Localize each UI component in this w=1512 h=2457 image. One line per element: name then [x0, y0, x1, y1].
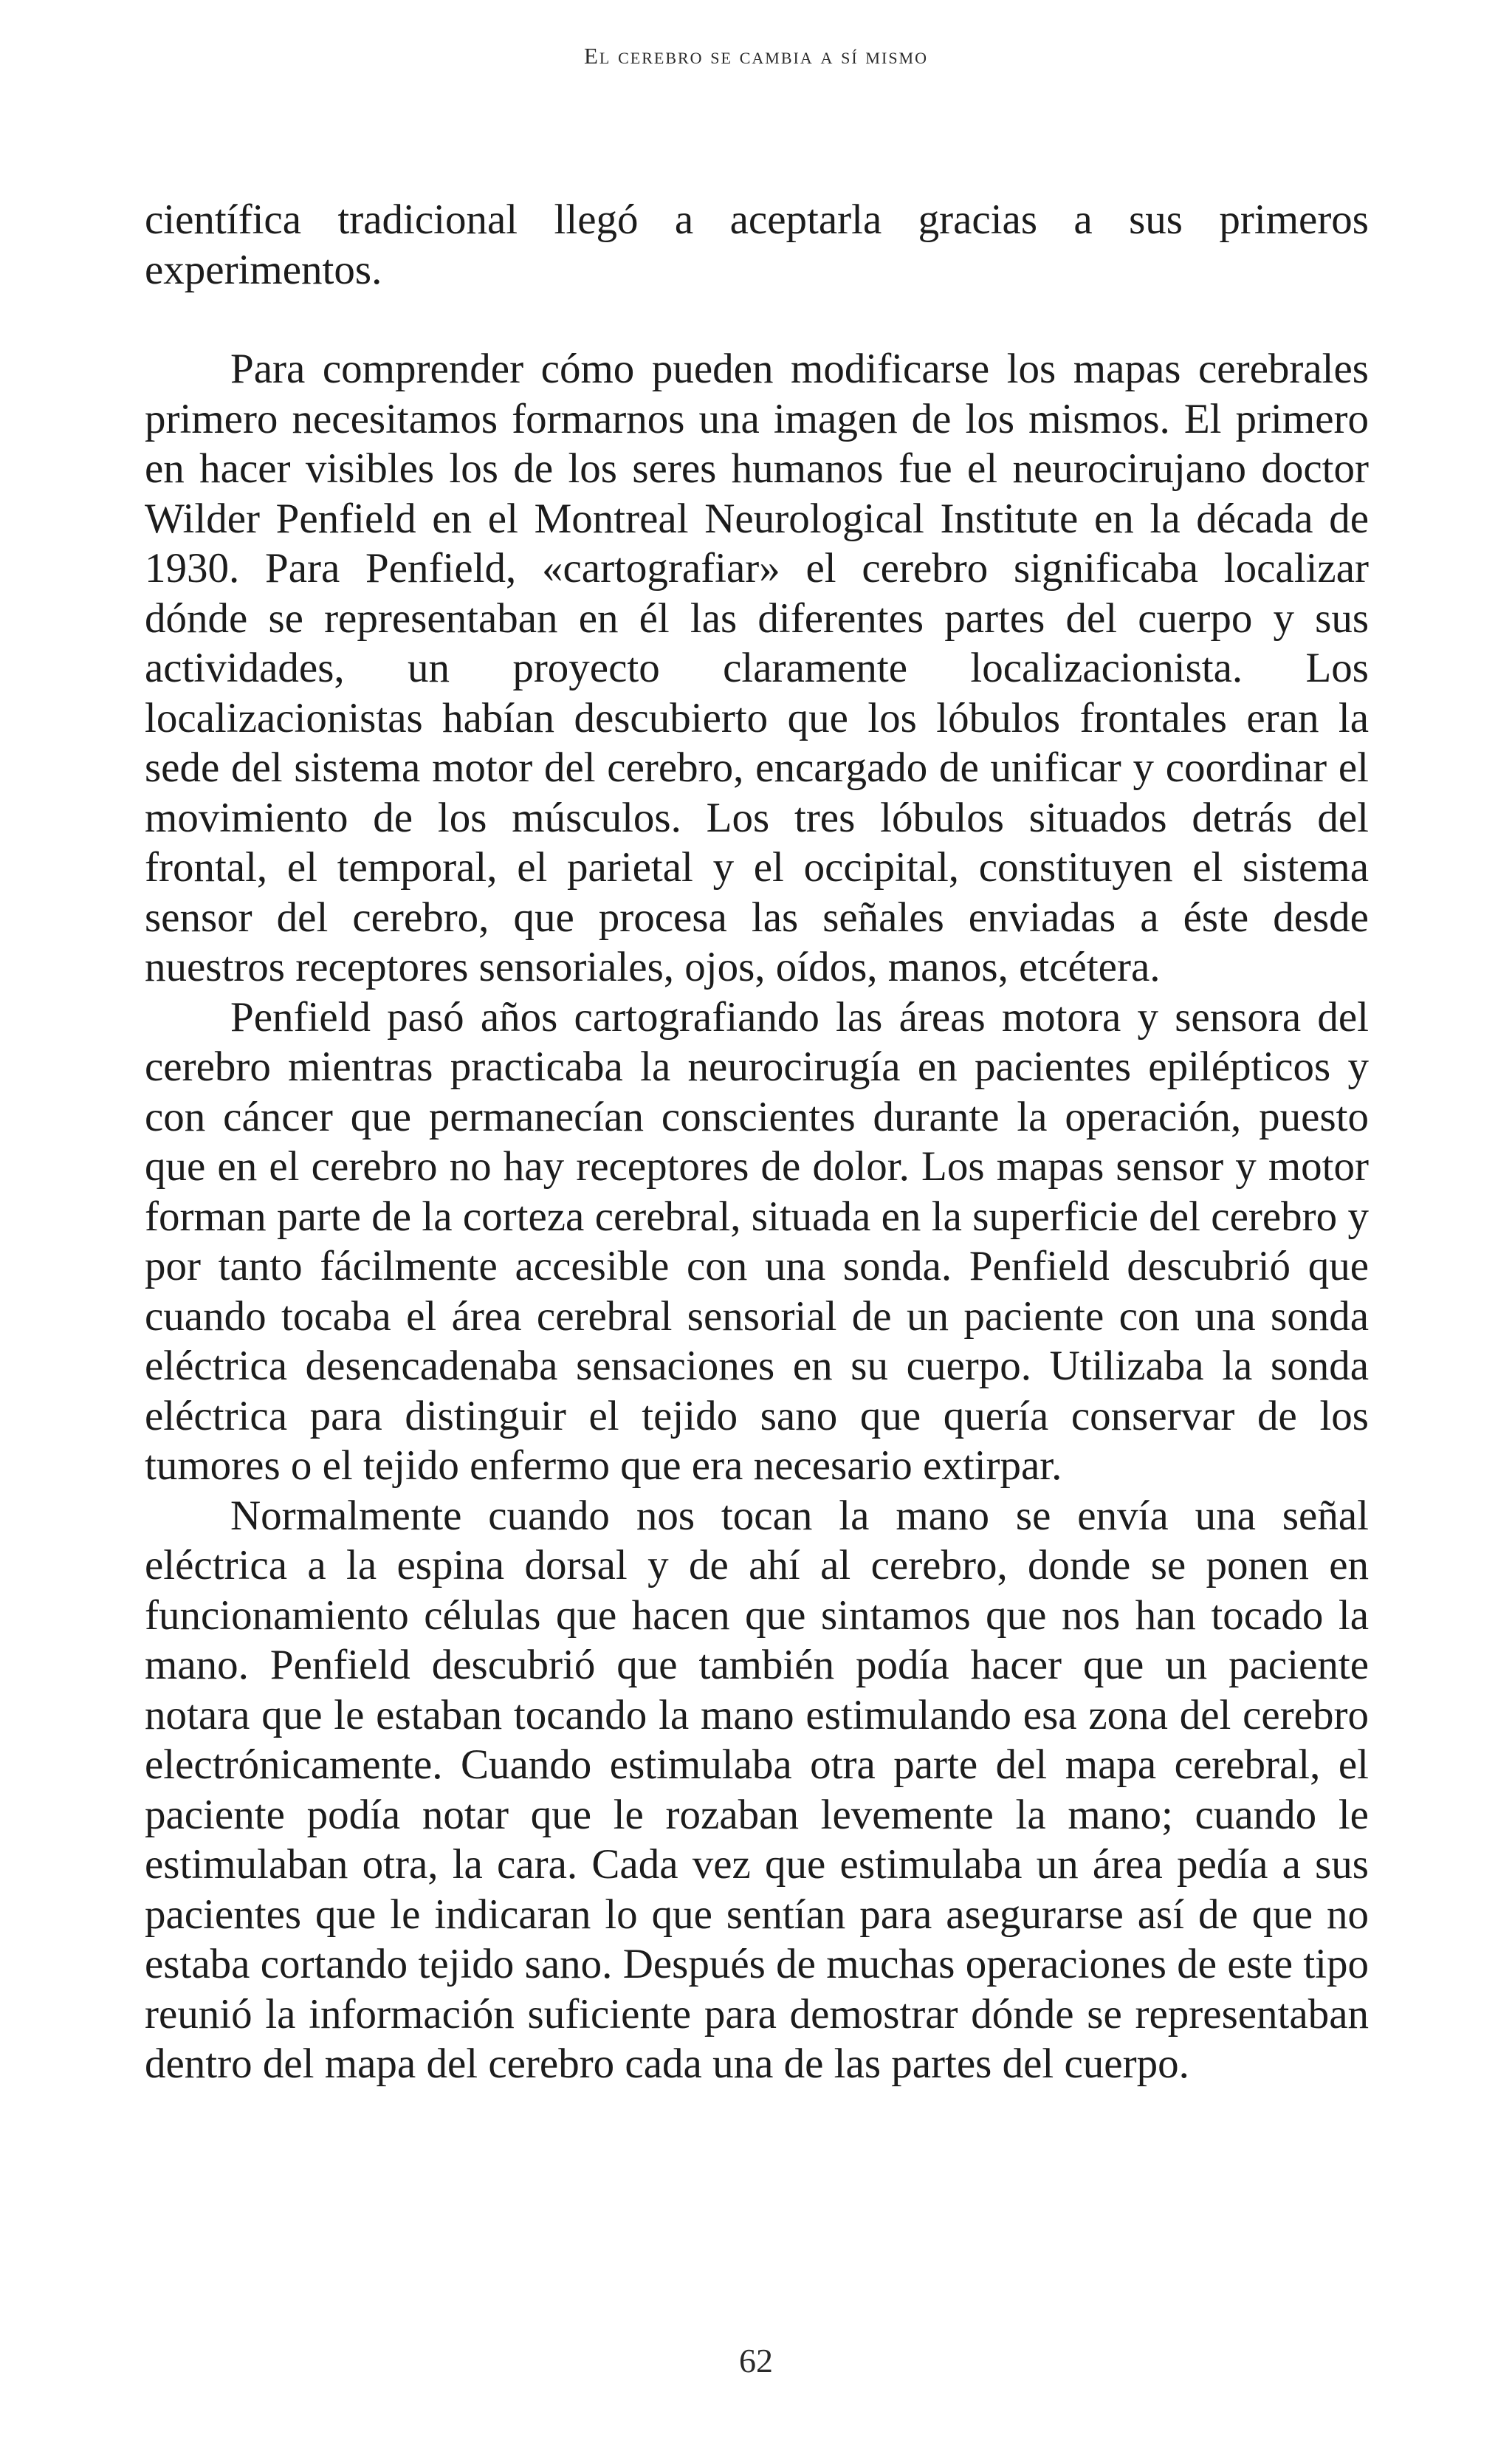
paragraph: Penfield pasó años cartografiando las áreas motora y sensora del cerebro mientras practicaba la neurocirugía en pacientes epilépticos y con cáncer que permanecían conscientes durante la operación, puesto que en el cerebro no hay receptores de dolor. Los mapas sensor y motor forman parte de la corteza cerebral, situada en la superficie del cerebro y por tanto fácilmente accesible con una sonda. Penfield descubrió que cuando tocaba el área cerebral sensorial de un paciente con una sonda eléctrica desencadenaba sensaciones en su cuerpo. Utilizaba la sonda eléctrica para distinguir el tejido sano que quería conservar de los tumores o el tejido enfermo que era necesario extirpar.	[145, 993, 1369, 1489]
page-number: 62	[739, 2342, 773, 2379]
running-head: El cerebro se cambia a sí mismo	[583, 43, 929, 69]
paragraph: Para comprender cómo pueden modificarse los mapas cerebrales primero necesitamos formarnos una imagen de los mismos. El primero en hacer visibles los de los seres humanos fue el neurocirujano doctor Wilder Penfield en el Montreal Neurological Institute en la década de 1930. Para Penfield, «cartografiar» el cerebro significaba localizar dónde se representaban en él las diferentes partes del cuerpo y sus actividades, un proyecto claramente localizacionista. Los localizacionistas habían descubierto que los lóbulos frontales eran la sede del sistema motor del cerebro, encargado de unificar y coordinar el movimiento de los músculos. Los tres lóbulos situados detrás del frontal, el temporal, el parietal y el occipital, constituyen el sistema sensor del cerebro, que procesa las señales enviadas a éste desde nuestros receptores sensoriales, ojos, oídos, manos, etcétera.	[145, 346, 1369, 990]
paragraph: Normalmente cuando nos tocan la mano se envía una señal eléctrica a la espina dorsal y de ahí al cerebro, donde se ponen en funcionamiento células que hacen que sintamos que nos han tocado la mano. Penfield descubrió que también podía hacer que un paciente notara que le estaban tocando la mano estimulando esa zona del cerebro electrónicamente. Cuando estimulaba otra parte del mapa cerebral, el paciente podía notar que le rozaban levemente la mano; cuando le estimulaban otra, la cara. Cada vez que estimulaba un área pedía a sus pacientes que le indicaran lo que sentían para asegurarse así de que no estaba cortando tejido sano. Después de muchas operaciones de este tipo reunió la información suficiente para demostrar dónde se representaban dentro del mapa del cerebro cada una de las partes del cuerpo.	[145, 1492, 1369, 2087]
paragraph-continuation: científica tradicional llegó a aceptarla gracias a sus primeros experimentos.	[145, 196, 1369, 293]
body-text	[145, 195, 1369, 2089]
